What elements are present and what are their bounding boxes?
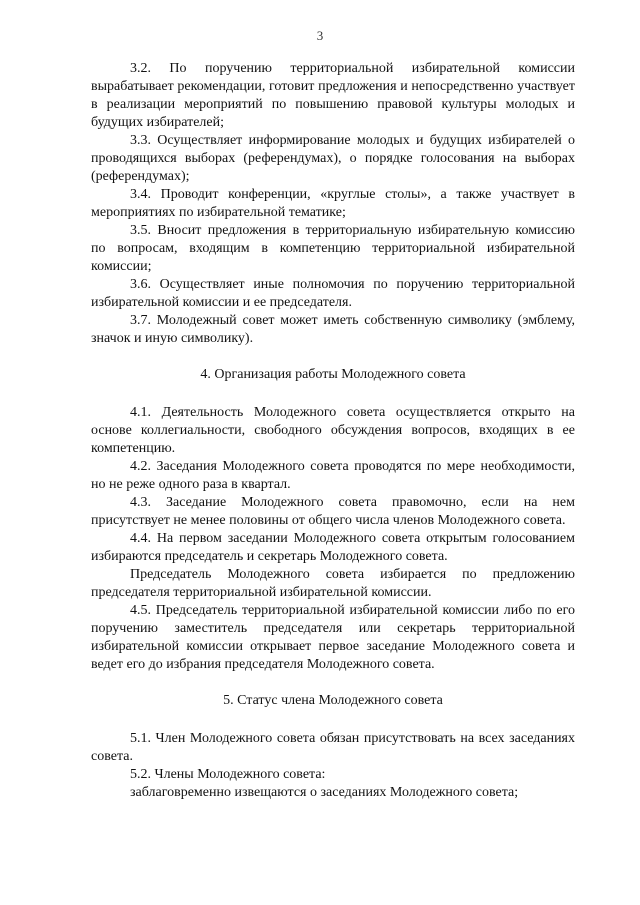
clause-4-5: 4.5. Председатель территориальной избирательной комиссии либо по его поручению заместитель председателя или секретарь территориальной избирательной комиссии открывает первое заседание Молодежного совета и ведет его до избрания председателя Молодежного совета.: [91, 603, 575, 672]
clause-3-5: 3.5. Вносит предложения в территориальную избирательную комиссию по вопросам, входящим в компетенцию территориальной избирательной комиссии;: [91, 223, 575, 274]
clause-5-2-item: заблаговременно извещаются о заседаниях Молодежного совета;: [130, 785, 519, 800]
section-3-continuation: [91, 60, 575, 348]
clause-5-2: 5.2. Члены Молодежного совета:: [130, 767, 326, 782]
clause-3-2: 3.2. По поручению территориальной избирательной комиссии вырабатывает рекомендации, готовит предложения и непосредственно участвует в реализации мероприятий по повышению правовой культуры молодых и будущих избирателей;: [91, 61, 575, 130]
clause-5-1: 5.1. Член Молодежного совета обязан присутствовать на всех заседаниях совета.: [91, 731, 575, 764]
clause-4-4-chair: Председатель Молодежного совета избирается по предложению председателя территориальной избирательной комиссии.: [91, 567, 575, 600]
clause-4-3: 4.3. Заседание Молодежного совета правомочно, если на нем присутствует не менее половины от общего числа членов Молодежного совета.: [91, 495, 575, 528]
section-5-heading: 5. Статус члена Молодежного совета: [223, 693, 443, 708]
clause-4-4: 4.4. На первом заседании Молодежного совета открытым голосованием избираются председатель и секретарь Молодежного совета.: [91, 531, 575, 564]
clause-4-2: 4.2. Заседания Молодежного совета проводятся по мере необходимости, но не реже одного раза в квартал.: [91, 459, 575, 492]
page-number: 3: [316, 28, 324, 43]
document-body: [91, 60, 575, 802]
clause-3-6: 3.6. Осуществляет иные полномочия по поручению территориальной избирательной комиссии и ее председателя.: [91, 277, 575, 310]
clause-3-3: 3.3. Осуществляет информирование молодых и будущих избирателей о проводящихся выборах (референдумах), о порядке голосования на выборах (референдумах);: [91, 133, 575, 184]
section-4: [91, 366, 575, 674]
clause-4-1: 4.1. Деятельность Молодежного совета осуществляется открыто на основе коллегиальности, свободного обсуждения вопросов, входящих в ее компетенцию.: [91, 405, 575, 456]
section-4-heading: 4. Организация работы Молодежного совета: [200, 367, 466, 382]
section-5: [91, 692, 575, 802]
clause-3-7: 3.7. Молодежный совет может иметь собственную символику (эмблему, значок и иную символику).: [91, 313, 575, 346]
clause-3-4: 3.4. Проводит конференции, «круглые столы», а также участвует в мероприятиях по избирательной тематике;: [91, 187, 575, 220]
